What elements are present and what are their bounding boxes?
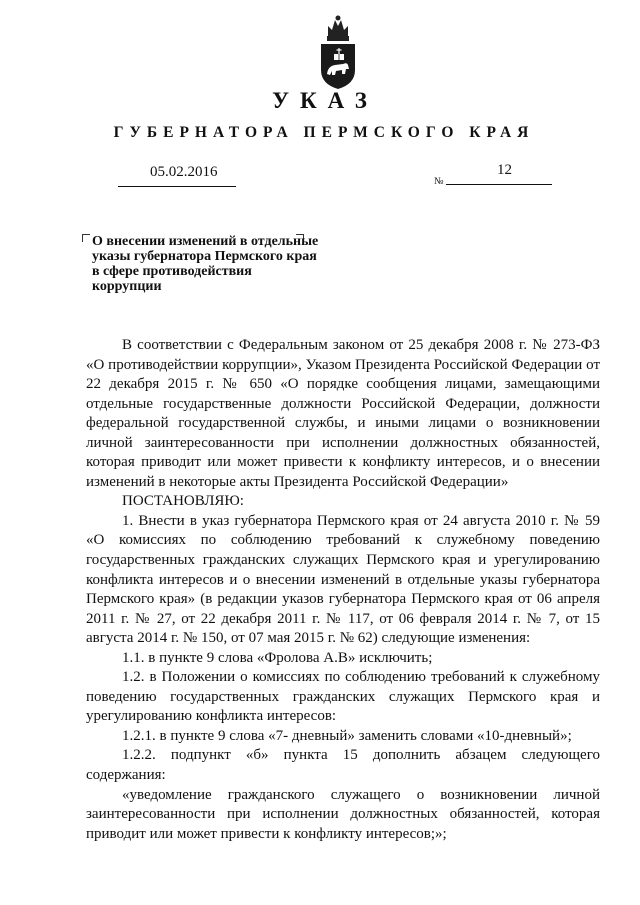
issuer-subtitle: ГУБЕРНАТОРА ПЕРМСКОГО КРАЯ <box>113 124 535 141</box>
preamble-paragraph: В соответствии с Федеральным законом от 25 декабря 2008 г. № 273-ФЗ «О противодействии коррупции», Указом Президента Российской Федерации от 22 декабря 2015 г. № 650 «О порядке сообщения лицами, замещающими отдельные государственные должности Российской Федерации, должности федеральной государственной службы, и иными лицами о возникновении личной заинтересованности при исполнении должностных обязанностей, которая приводит или может привести к конфликту интересов, и о внесении изменений в некоторые акты Президента Российской Федерации» <box>86 337 600 490</box>
document-heading: О внесении изменений в отдельные указы губернатора Пермского края в сфере противодействия коррупции <box>92 234 319 294</box>
document-date: 05.02.2016 <box>150 164 218 180</box>
clause-1-2-1: 1.2.1. в пункте 9 слова «7- дневный» заменить словами «10-дневный»; <box>122 727 572 744</box>
clause-1: 1. Внести в указ губернатора Пермского края от 24 августа 2010 г. № 59 «О комиссиях по соблюдению требований к служебному поведению государственных гражданских служащих Пермского края и урегулированию конфликта интересов и о внесении изменений в отдельные указы губернатора Пермского края» (в редакции указов губернатора Пермского края от 06 апреля 2011 г. № 27, от 22 декабря 2011 г. № 117, от 06 февраля 2014 г. № 7, от 15 августа 2014 г. № 150, от 07 мая 2015 г. № 62) следующие изменения: <box>86 512 600 647</box>
clause-1-2-2: 1.2.2. подпункт «б» пункта 15 дополнить абзацем следующего содержания: <box>86 747 600 784</box>
perm-krai-coat-of-arms-icon <box>318 12 358 90</box>
quoted-addition: «уведомление гражданского служащего о возникновении личной заинтересованности при исполнении должностных обязанностей, которая приводит или может привести к конфликту интересов;»; <box>86 786 600 842</box>
date-underline <box>118 186 236 187</box>
clause-1-1: 1.1. в пункте 9 слова «Фролова А.В» исключить; <box>122 649 433 666</box>
number-label: № <box>434 176 444 187</box>
clause-1-2: 1.2. в Положении о комиссиях по соблюдению требований к служебному поведению государственных гражданских служащих Пермского края и урегулированию конфликта интересов: <box>86 669 600 725</box>
resolution-word: ПОСТАНОВЛЯЮ: <box>122 493 244 510</box>
heading-bracket-left <box>82 234 90 242</box>
document-number: 12 <box>497 162 512 178</box>
document-body <box>86 336 600 844</box>
coat-of-arms-icon <box>318 12 358 90</box>
document-type-title: УКАЗ <box>272 88 378 113</box>
number-underline <box>446 184 552 185</box>
